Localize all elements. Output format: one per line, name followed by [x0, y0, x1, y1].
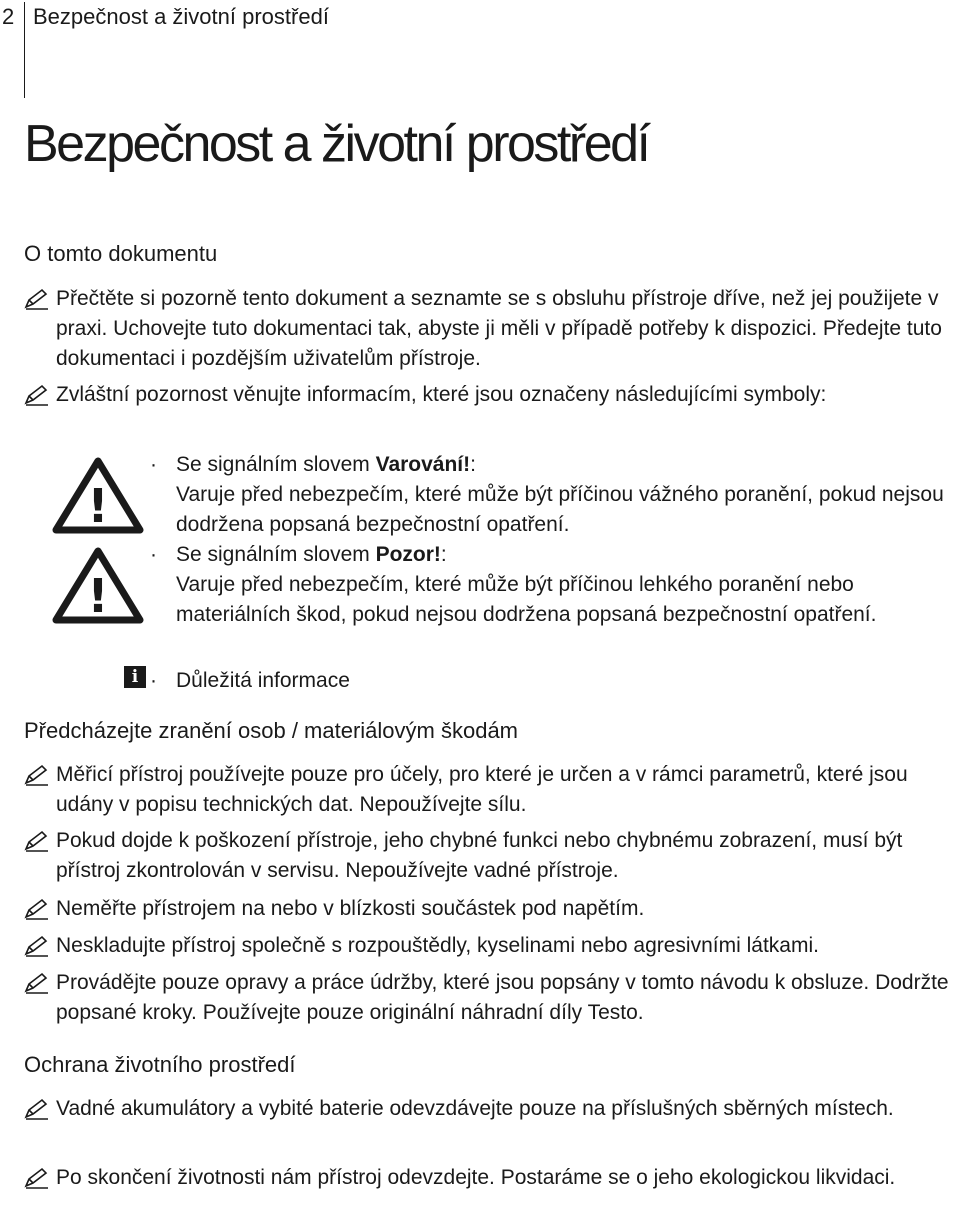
section-heading-about: O tomto dokumentu: [24, 241, 218, 266]
caution-intro: Se signálním slovem: [176, 543, 376, 566]
pencil-icon: [24, 284, 54, 310]
bullet: ·: [150, 453, 157, 476]
item-text: Přečtěte si pozorně tento dokument a seznamte se s obsluhu přístroje dříve, než jej použijete v praxi. Uchovejte tuto dokumentaci tak, abyste ji měli v případě potřeby k dispozici. Předejte tuto dokumentaci i pozdějším uživatelům přístroje.: [56, 287, 942, 370]
warning-glyph: !: [87, 569, 109, 623]
warning-intro: Se signálním slovem: [176, 453, 376, 476]
caution-colon: :: [440, 543, 447, 566]
pencil-icon: [24, 760, 54, 786]
warning-triangle-icon: [52, 546, 144, 624]
pencil-icon: [24, 826, 54, 852]
item-text: Zvláštní pozornost věnujte informacím, které jsou označeny následujícími symboly:: [56, 383, 827, 406]
warning-triangle-icon: [52, 456, 144, 534]
item-text: Vadné akumulátory a vybité baterie odevzdávejte pouze na příslušných sběrných místech.: [56, 1097, 894, 1120]
pencil-icon: [24, 968, 54, 994]
page-header: [0, 0, 960, 100]
pencil-icon: [24, 1163, 54, 1189]
caution-word: Pozor!: [375, 543, 441, 566]
warning-word: Varování!: [375, 453, 471, 476]
pencil-icon: [24, 380, 54, 406]
item-text: Měřicí přístroj používejte pouze pro účely, pro které je určen a v rámci parametrů, které jsou udány v popisu technických dat. Nepoužívejte sílu.: [56, 763, 908, 816]
header-divider: [24, 2, 25, 98]
warning-description: Varuje před nebezpečím, které může být příčinou vážného poranění, pokud nejsou dodržena popsaná bezpečnostní opatření.: [176, 483, 944, 536]
warning-glyph: !: [87, 479, 109, 533]
info-icon: [124, 666, 146, 688]
item-text: Po skončení životnosti nám přístroj odevzdejte. Postaráme se o jeho ekologickou likvidaci.: [56, 1166, 896, 1189]
pencil-icon: [24, 894, 54, 920]
section-heading-injury: Předcházejte zranění osob / materiálovým škodám: [24, 718, 519, 743]
item-text: Pokud dojde k poškození přístroje, jeho chybné funkci nebo chybnému zobrazení, musí být přístroj zkontrolován v servisu. Nepoužívejte vadné přístroje.: [56, 829, 903, 882]
bullet: ·: [150, 669, 157, 692]
item-text: Provádějte pouze opravy a práce údržby, které jsou popsány v tomto návodu k obsluze. Dodržte popsané kroky. Používejte pouze originální náhradní díly Testo.: [56, 971, 949, 1024]
warning-colon: :: [470, 453, 476, 476]
info-label: Důležitá informace: [176, 669, 350, 692]
pencil-icon: [24, 1094, 54, 1120]
bullet: ·: [150, 543, 157, 566]
page-title: Bezpečnost a životní prostředí: [24, 115, 649, 173]
pencil-icon: [24, 931, 54, 957]
page-number: 2: [2, 4, 15, 29]
section-heading-environment: Ochrana životního prostředí: [24, 1052, 296, 1077]
item-text: Neměřte přístrojem na nebo v blízkosti součástek pod napětím.: [56, 897, 645, 920]
caution-description: Varuje před nebezpečím, které může být příčinou lehkého poranění nebo materiálních škod, pokud nejsou dodržena popsaná bezpečnostní opatření.: [176, 573, 877, 626]
item-text: Neskladujte přístroj společně s rozpouštědly, kyselinami nebo agresivními látkami.: [56, 934, 819, 957]
running-title: Bezpečnost a životní prostředí: [33, 4, 329, 29]
info-glyph: i: [131, 667, 139, 687]
